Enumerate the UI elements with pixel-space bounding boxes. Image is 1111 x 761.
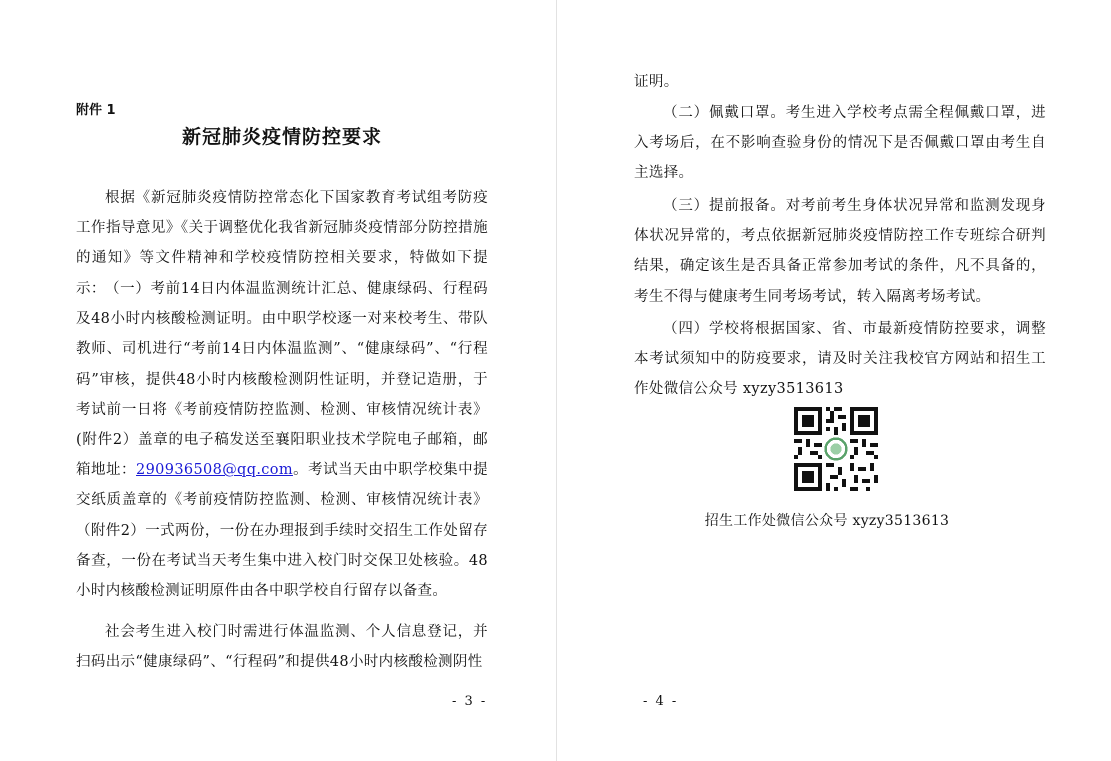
email-link[interactable]: 290936508@qq.com <box>136 462 293 479</box>
mask-paragraph: （二）佩戴口罩。考生进入学校考点需全程佩戴口罩，进入考场后，在不影响查验身份的情况下是否佩戴口罩由考生自主选择。 <box>634 105 1046 182</box>
page-number: - 3 - <box>452 694 488 709</box>
page-number: - 4 - <box>643 694 679 709</box>
continuation-text: 证明。 <box>634 74 679 90</box>
section-one-paragraph <box>76 274 488 606</box>
section-one-text-a: （一）考前14日内体温监测统计汇总、健康绿码、行程码及48小时内核酸检测证明。由中职学校逐一对来校考生、带队教师、司机进行“考前14日内体温监测”、“健康绿码”、“行程码”审核，提供48小时内核酸检测阴性证明，并登记造册，于考试前一日将《考前疫情防控监测、检测、审核情况统计表》(附件2）盖章的电子稿发送至襄阳职业技术学院电子邮箱，邮箱地址： <box>76 281 488 479</box>
appendix-label: 附件 1 <box>76 103 116 118</box>
qr-caption: 招生工作处微信公众号 xyzy3513613 <box>704 513 950 529</box>
social-candidates-paragraph: 社会考生进入校门时需进行体温监测、个人信息登记，并扫码出示“健康绿码”、“行程码”和提供48小时内核酸检测阴性 <box>76 624 488 671</box>
intro-paragraph: 根据《新冠肺炎疫情防控常态化下国家教育考试组考防疫工作指导意见》《关于调整优化我省新冠肺炎疫情部分防控措施的通知》等文件精神和学校疫情防控相关要求，特做如下提示： <box>76 190 488 297</box>
document-page-4 <box>557 0 1111 761</box>
wechat-qr-code <box>794 407 878 491</box>
notice-paragraph: （四）学校将根据国家、省、市最新疫情防控要求，调整本考试须知中的防疫要求，请及时关注我校官方网站和招生工作处微信公众号 xyzy3513613 <box>634 321 1046 398</box>
report-paragraph: （三）提前报备。对考前考生身体状况异常和监测发现身体状况异常的，考点依据新冠肺炎疫情防控工作专班综合研判结果，确定该生是否具备正常参加考试的条件，凡不具备的，考生不得与健康考生同考场考试，转入隔离考场考试。 <box>634 198 1046 305</box>
document-title: 新冠肺炎疫情防控要求 <box>181 126 382 148</box>
section-one-text-b: 。考试当天由中职学校集中提交纸质盖章的《考前疫情防控监测、检测、审核情况统计表》（附件2）一式两份，一份在办理报到手续时交招生工作处留存备查，一份在考试当天考生集中进入校门时交保卫处核验。48小时内核酸检测证明原件由各中职学校自行留存以备查。 <box>76 462 488 600</box>
